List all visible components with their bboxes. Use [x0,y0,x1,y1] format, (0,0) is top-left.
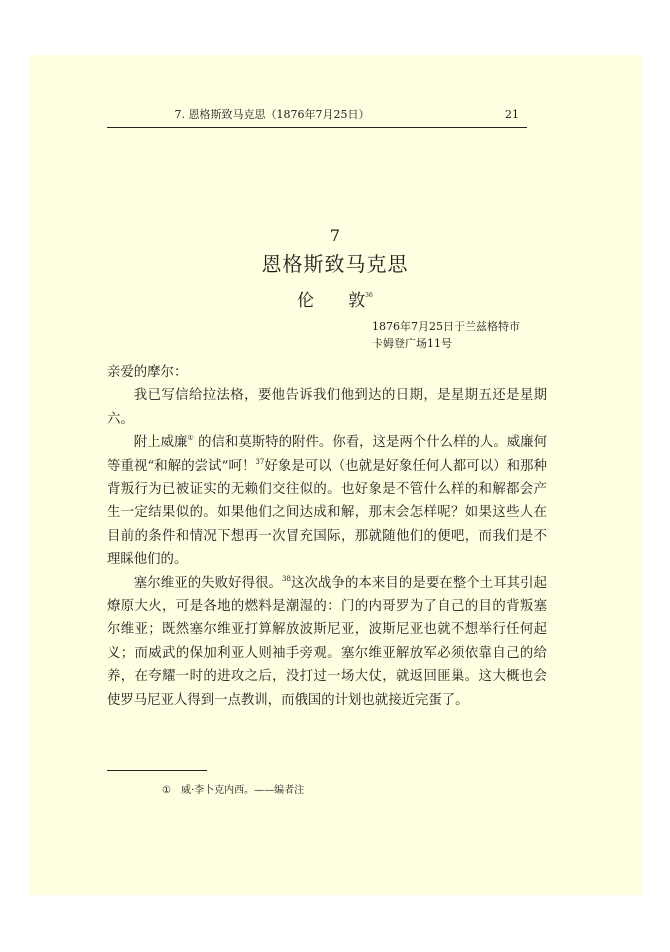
dateline-line-2: 卡姆登广场11号 [372,337,452,350]
place-char-1: 伦 [297,291,315,311]
letter-place [0,284,670,313]
running-head-title: 7. 恩格斯致马克思（1876年7月25日） [174,108,370,121]
paragraph-1: 我已写信给拉法格，要他告诉我们他到达的日期，是星期五还是星期六。 [107,388,547,427]
letter-body [107,361,547,712]
footnote [162,784,304,798]
footnote-rule [107,770,207,771]
paragraph-2-part-b: 的信和莫斯特的附件。你看，这是两个什么样的人。威廉何等重视“和解的尝试”呵！ [107,435,547,474]
dateline [372,318,520,352]
place-char-2: 敦 [348,291,366,311]
footnote-ref: ① [187,434,194,443]
paragraph-2-part-c: 好象是可以（也就是好象任何人都可以）和那种背叛行为已被证实的无赖们交往似的。也好象是不管什么样的和解都会产生一定结果似的。如果他们之间达成和解，那末会怎样呢？如果这些人在目前的条件和情况下想再一次冒充国际，那就随他们的便吧，而我们是不理睬他们的。 [107,458,547,568]
header-rule [107,127,527,128]
paragraph-2-part-a: 附上威廉 [133,435,188,451]
place-note-ref: 36 [365,292,373,299]
salutation: 亲爱的摩尔： [107,365,188,380]
page-number: 21 [505,108,519,121]
footnote-mark: ① [162,785,171,796]
dateline-line-1: 1876年7月25日于兰兹格特市 [372,320,520,333]
note-ref-38: 38 [282,574,291,583]
chapter-title: 恩格斯致马克思 [261,252,409,276]
footnote-text: 威·李卜克内西。——编者注 [180,785,305,796]
paragraph-2 [107,431,547,571]
paragraph-3-part-a: 塞尔维亚的失败好得很。 [133,575,283,591]
note-ref-37: 37 [255,457,265,466]
chapter-number: 7 [329,226,341,245]
paragraph-3 [107,572,547,712]
paragraph-3-part-b: 这次战争的本来目的是要在整个土耳其引起燎原大火，可是各地的燃料是潮湿的：门的内哥罗为了自己的目的背叛塞尔维亚；既然塞尔维亚打算解放波斯尼亚，波斯尼亚也就不想举行任何起义；而威武的保加利亚人则袖手旁观。塞尔维亚解放军必须依靠自己的给养，在夸耀一时的进攻之后，没打过一场大仗，就返回匪巢。这大概也会使罗马尼亚人得到一点教训，而俄国的计划也就接近完蛋了。 [107,575,548,708]
